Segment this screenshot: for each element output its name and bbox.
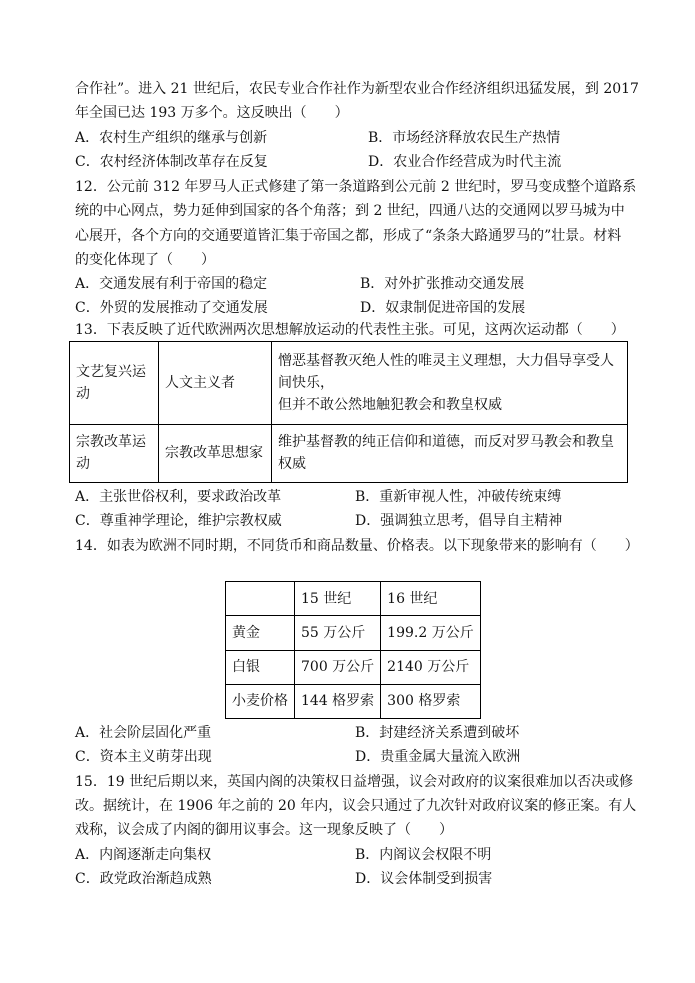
claim-line: 但并不敢公然地触犯教会和教皇权威 — [278, 396, 502, 413]
table-cell: 199.2 万公斤 — [381, 616, 481, 650]
q13-line-1: 13．下表反映了近代欧洲两次思想解放运动的代表性主张。可见，这两次运动都（ ） — [75, 322, 625, 338]
q13-table — [69, 341, 628, 483]
q13-option-a: A．主张世俗权利，要求政治改革 — [75, 489, 282, 505]
q15-line-1: 15．19 世纪后期以来，英国内阁的决策权日益增强，议会对政府的议案很难加以否决或修 — [75, 774, 634, 790]
claim-cell — [272, 342, 628, 425]
header-cell — [226, 582, 295, 616]
q11-line-1: 合作社”。进入 21 世纪后，农民专业合作社作为新型农业合作经济组织迅猛发展，到 2017 — [75, 81, 639, 97]
q13-option-d: D．强调独立思考，倡导自主精神 — [355, 513, 563, 529]
people-cell: 宗教改革思想家 — [159, 424, 272, 482]
q11-option-a: A．农村生产组织的继承与创新 — [75, 130, 268, 146]
table-cell: 黄金 — [226, 616, 295, 650]
header-cell: 16 世纪 — [381, 582, 481, 616]
q12-line-4: 的变化体现了（ ） — [75, 252, 215, 268]
q15-option-d: D．议会体制受到损害 — [355, 871, 493, 887]
q14-line-1: 14．如表为欧洲不同时期，不同货币和商品数量、价格表。以下现象带来的影响有（ ） — [75, 538, 639, 554]
q12-option-a: A．交通发展有利于帝国的稳定 — [75, 276, 268, 292]
claim-line: 憎恶基督教灭绝人性的唯灵主义理想，大力倡导享受人间快乐， — [278, 352, 614, 391]
table-cell: 300 格罗索 — [381, 684, 481, 718]
q11-option-b: B．市场经济释放农民生产热情 — [368, 130, 561, 146]
q15-option-b: B．内阁议会权限不明 — [355, 847, 492, 863]
q14-option-a: A．社会阶层固化严重 — [75, 725, 212, 741]
table-header-row — [226, 582, 481, 616]
q11-line-2: 年全国已达 193 万多个。这反映出（ ） — [75, 105, 349, 121]
movement-cell: 文艺复兴运动 — [70, 342, 159, 425]
q12-line-1: 12．公元前 312 年罗马人正式修建了第一条道路到公元前 2 世纪时，罗马变成整个道路系 — [75, 179, 637, 195]
q12-option-d: D．奴隶制促进帝国的发展 — [360, 300, 526, 316]
q12-line-2: 统的中心网点，势力延伸到国家的各个角落；到 2 世纪，四通八达的交通网以罗马城为中 — [75, 203, 625, 219]
q14-table — [225, 581, 481, 719]
table-cell: 700 万公斤 — [295, 650, 381, 684]
q12-option-b: B．对外扩张推动交通发展 — [360, 276, 525, 292]
header-cell: 15 世纪 — [295, 582, 381, 616]
claim-cell: 维护基督教的纯正信仰和道德，而反对罗马教会和教皇权威 — [272, 424, 628, 482]
q13-option-b: B．重新审视人性，冲破传统束缚 — [355, 489, 562, 505]
q12-line-3: 心展开，各个方向的交通要道皆汇集于帝国之都，形成了“条条大路通罗马的”壮景。材料 — [75, 228, 622, 244]
table-cell: 2140 万公斤 — [381, 650, 481, 684]
table-row — [226, 650, 481, 684]
q11-option-d: D．农业合作经营成为时代主流 — [368, 154, 562, 170]
table-cell: 白银 — [226, 650, 295, 684]
q15-line-3: 戏称，议会成了内阁的御用议事会。这一现象反映了（ ） — [75, 822, 453, 838]
people-cell: 人文主义者 — [159, 342, 272, 425]
q15-line-2: 改。据统计，在 1906 年之前的 20 年内，议会只通过了九次针对政府议案的修正案。有人 — [75, 798, 637, 814]
table-cell: 144 格罗索 — [295, 684, 381, 718]
movement-cell: 宗教改革运动 — [70, 424, 159, 482]
table-cell: 小麦价格 — [226, 684, 295, 718]
q14-option-d: D．贵重金属大量流入欧洲 — [355, 749, 521, 765]
q14-option-c: C．资本主义萌芽出现 — [75, 749, 212, 765]
table-row — [226, 616, 481, 650]
q15-option-c: C．政党政治渐趋成熟 — [75, 871, 212, 887]
q13-option-c: C．尊重神学理论，维护宗教权威 — [75, 513, 282, 529]
table-row — [226, 684, 481, 718]
q11-option-c: C．农村经济体制改革存在反复 — [75, 154, 268, 170]
q12-option-c: C．外贸的发展推动了交通发展 — [75, 300, 268, 316]
table-row — [70, 424, 628, 482]
q15-option-a: A．内阁逐渐走向集权 — [75, 847, 212, 863]
q14-option-b: B．封建经济关系遭到破坏 — [355, 725, 520, 741]
table-row — [70, 342, 628, 425]
table-cell: 55 万公斤 — [295, 616, 381, 650]
